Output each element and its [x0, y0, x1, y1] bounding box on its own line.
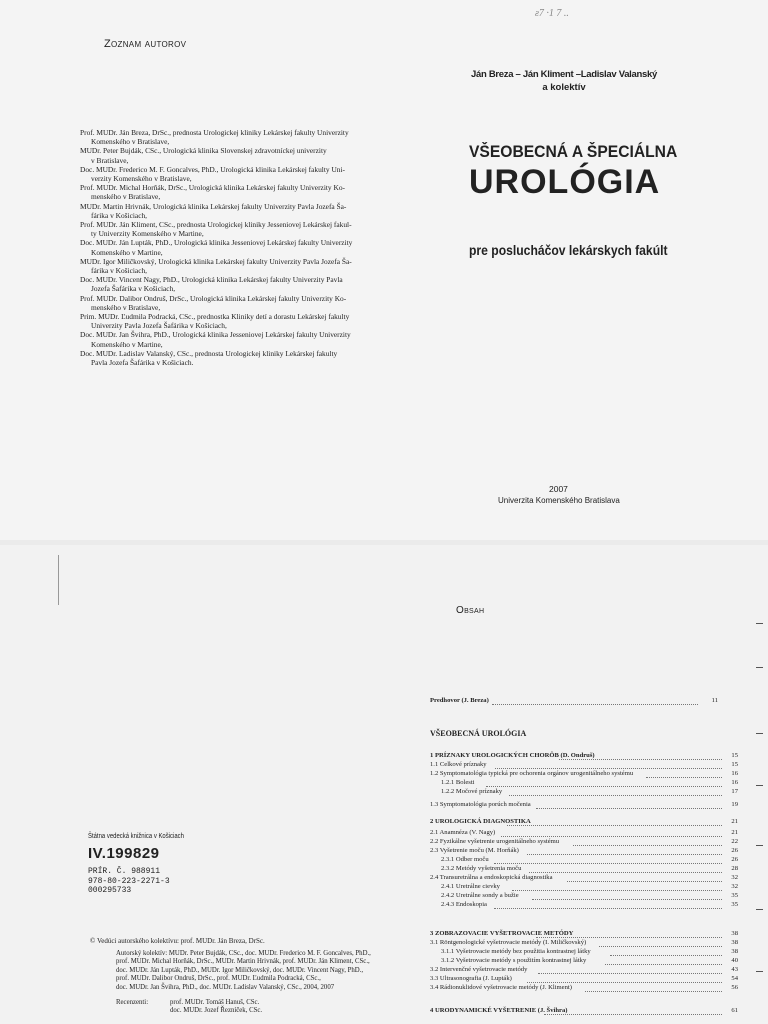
- edge-mark: [756, 909, 763, 910]
- author-entry-line: Doc. MUDr. Ladislav Valanský, CSc., prednosta Urologickej kliniky Lekárskej fakulty: [80, 348, 338, 358]
- toc-entry: 2.4.2 Uretrálne sondy a bužie: [441, 892, 519, 899]
- toc-entry: 1.3 Symptomatológia porúch močenia: [430, 801, 531, 808]
- toc-entry: Predhovor (J. Breza): [430, 697, 489, 704]
- toc-entry: 2 UROLOGICKÁ DIAGNOSTIKA: [430, 818, 531, 825]
- toc-page-number: 32: [731, 874, 738, 881]
- author-entry-line: verzity Komenského v Bratislave,: [91, 174, 192, 184]
- toc-entry: 1.1 Celkové príznaky: [430, 761, 487, 768]
- collective-line: doc. MUDr. Ján Lupták, PhD., MUDr. Igor Miličkovský, doc. MUDr. Vincent Nagy, PhD.,: [116, 966, 364, 974]
- toc-page-number: 17: [731, 788, 738, 795]
- author-entry-line: Komenského v Martine,: [91, 247, 163, 257]
- author-entry-line: fárika v Košiciach,: [91, 210, 148, 220]
- book-authors-line2: a kolektív: [542, 82, 586, 93]
- collective-line: prof. MUDr. Michal Horňák, DrSc., MUDr. Martin Hrivnák, prof. MUDr. Ján Kliment, CSc.,: [116, 958, 370, 966]
- toc-page-number: 38: [731, 939, 738, 946]
- toc-page-number: 38: [731, 948, 738, 955]
- toc-entry: 3.1.1 Vyšetrovacie metódy bez použitia kontrastnej látky: [441, 948, 591, 955]
- collective-line: Autorský kolektív: MUDr. Peter Bujdák, CSc., doc. MUDr. Frederico M. F. Goncalves, PhD.,: [116, 950, 371, 957]
- toc-entry: 1.2 Symptomatológia typická pre ochorenia orgánov urogenitálneho systému: [430, 770, 634, 777]
- book-authors: [469, 68, 659, 94]
- toc-leader: [494, 907, 722, 909]
- catalog-line: 978-80-223-2271-3: [88, 876, 170, 886]
- toc-entry: 2.4.1 Uretrálne cievky: [441, 883, 500, 890]
- toc-entry: 1.2.2 Močové príznaky: [441, 788, 503, 795]
- handwritten-note: ƨ7 ·1 7 ..: [535, 8, 569, 19]
- toc-leader: [532, 898, 722, 900]
- toc-entry: 2.1 Anamnéza (V. Nagy): [430, 829, 496, 836]
- toc-leader: [501, 835, 722, 837]
- toc-entry: 3.1.2 Vyšetrovacie metódy s použitím kontrastnej látky: [441, 957, 587, 964]
- toc-entry: 2.2 Fyzikálne vyšetrenie urogenitálneho systému: [430, 838, 560, 845]
- toc-entry: 4 URODYNAMICKÉ VYŠETRENIE (J. Švihra): [430, 1007, 568, 1014]
- author-entry-line: Doc. MUDr. Ján Lupták, PhD., Urologická klinika Jesseniovej Lekárskej fakulty Univerzity: [80, 238, 353, 248]
- toc-leader: [494, 862, 722, 864]
- author-entry-line: menského v Bratislave,: [91, 302, 161, 312]
- reviewer-name: doc. MUDr. Jozef Řezníček, CSc.: [170, 1007, 263, 1015]
- collective-line: prof. MUDr. Dalibor Ondruš, DrSc., prof. MUDr. Ľudmila Podracká, CSc.,: [116, 975, 321, 983]
- author-entry-line: Doc. MUDr. Jan Švihra, PhD., Urologická klinika Jesseniovej Lekárskej fakulty Univerzity: [80, 330, 351, 340]
- toc-leader: [527, 853, 722, 855]
- toc-entry: 3.2 Intervenčné vyšetrovacie metódy: [430, 966, 528, 973]
- author-entry-line: Pavla Jozefa Šafárika v Košiciach.: [91, 358, 194, 368]
- author-entry-line: Prof. MUDr. Dalibor Ondruš, DrSc., Urologická klinika Lekárskej fakulty Univerzity Ko-: [80, 293, 347, 303]
- edge-mark: [756, 971, 763, 972]
- toc-leader: [486, 785, 722, 787]
- table-of-contents: [0, 545, 768, 1024]
- author-entry-line: Doc. MUDr. Frederico M. F. Goncalves, PhD., Urologická klinika Lekárskej fakulty Uni-: [80, 164, 346, 174]
- toc-entry: 2.3 Vyšetrenie moču (M. Horňák): [430, 847, 519, 854]
- author-entry-line: Prof. MUDr. Ján Kliment, CSc., prednosta Urologickej kliniky Jesseniovej Lekárskej fakul-: [80, 220, 352, 230]
- title-line2: UROLÓGIA: [469, 163, 661, 201]
- author-entry-line: Prim. MUDr. Ľudmila Podracká, CSc., prednostka Kliniky detí a dorastu Lekárskej fakulty: [80, 312, 350, 322]
- edge-mark: [756, 733, 763, 734]
- toc-entry: 2.3.1 Odber moču: [441, 856, 489, 863]
- toc-page-number: 61: [731, 1007, 738, 1014]
- toc-page-number: 32: [731, 883, 738, 890]
- toc-leader: [610, 954, 722, 956]
- toc-leader: [492, 703, 698, 705]
- toc-page-number: 35: [731, 901, 738, 908]
- toc-entry: 3.1 Röntgenologické vyšetrovacie metódy (I. Miličkovský): [430, 939, 587, 946]
- toc-leader: [585, 990, 722, 992]
- toc-leader: [507, 824, 723, 826]
- toc-page-number: 15: [731, 761, 738, 768]
- toc-page-number: 43: [731, 966, 738, 973]
- author-entry-line: Doc. MUDr. Vincent Nagy, PhD., Urologická klinika Lekárskej fakulty Univerzity Pavla: [80, 275, 343, 285]
- toc-leader: [529, 871, 722, 873]
- author-entry-line: MUDr. Peter Bujdák, CSc., Urologická klinika Slovenskej zdravotníckej univerzity: [80, 146, 327, 156]
- author-entry-line: Komenského v Bratislave,: [91, 137, 170, 147]
- toc-leader: [605, 963, 723, 965]
- publisher: Univerzita Komenského Bratislava: [498, 496, 620, 505]
- toc-leader: [536, 807, 723, 809]
- toc-page-number: 16: [731, 779, 738, 786]
- authors-list: [80, 128, 352, 367]
- toc-leader: [544, 1013, 722, 1015]
- toc-page-number: 40: [731, 957, 738, 964]
- toc-page-number: 16: [731, 770, 738, 777]
- toc-entry: 2.4 Transuretrálna a endoskopická diagnostika: [430, 874, 553, 881]
- year: 2007: [549, 484, 568, 494]
- toc-leader: [495, 767, 722, 769]
- toc-leader: [573, 844, 722, 846]
- toc-page-number: 26: [731, 856, 738, 863]
- toc-entry: 3.3 Ultrasonografia (J. Lupták): [430, 975, 512, 982]
- authors-heading: Zoznam autorov: [104, 38, 187, 50]
- book-authors-line: Ján Breza – Ján Kliment –Ladislav Valanský: [471, 69, 657, 80]
- author-entry-line: Jozefa Šafárika v Košiciach,: [91, 284, 176, 294]
- inventory-number: IV.199829: [88, 845, 160, 862]
- edge-mark: [756, 623, 763, 624]
- author-entry-line: menského v Bratislave,: [91, 192, 161, 202]
- author-entry-line: MUDr. Igor Miličkovský, Urologická klinika Lekárskej fakulty Univerzity Pavla Jozefa Ša-: [80, 256, 352, 266]
- toc-leader: [599, 945, 722, 947]
- toc-entry: 3 ZOBRAZOVACIE VYŠETROVACIE METÓDY: [430, 930, 574, 937]
- toc-page-number: 11: [711, 697, 718, 704]
- toc-entry: 2.3.2 Metódy vyšetrenia moču: [441, 865, 522, 872]
- toc-entry: VŠEOBECNÁ UROLÓGIA: [430, 729, 527, 738]
- toc-page-number: 21: [731, 818, 738, 825]
- subtitle: pre poslucháčov lekárskych fakúlt: [469, 243, 668, 258]
- author-entry-line: Prof. MUDr. Ján Breza, DrSc., prednosta Urologickej kliniky Lekárskej fakulty Univerzity: [80, 128, 349, 137]
- toc-entry: 2.4.3 Endoskopia: [441, 901, 487, 908]
- toc-page-number: 38: [731, 930, 738, 937]
- edge-mark: [756, 845, 763, 846]
- catalog-line: PRÍR. Č. 988911: [88, 867, 161, 876]
- toc-page-number: 35: [731, 892, 738, 899]
- title-line1: VŠEOBECNÁ A ŠPECIÁLNA: [469, 142, 678, 161]
- toc-leader: [567, 880, 722, 882]
- edge-mark: [756, 667, 763, 668]
- toc-page-number: 56: [731, 984, 738, 991]
- author-entry-line: Prof. MUDr. Michal Horňák, DrSc., Urologická klinika Lekárskej fakulty Univerzity Ko-: [80, 183, 345, 193]
- toc-leader: [646, 776, 722, 778]
- toc-page-number: 15: [731, 752, 738, 759]
- toc-entry: 3.4 Rádionuklidové vyšetrovacie metódy (J. Kliment): [430, 984, 572, 991]
- toc-leader: [559, 758, 722, 760]
- author-entry-line: Univerzity Pavla Jozefa Šafárika v Košiciach,: [91, 321, 227, 331]
- bottom-page: [0, 545, 768, 1024]
- author-entry-line: MUDr. Martin Hrivnák, Urologická klinika Lekárskej fakulty Univerzity Pavla Jozefa Ša-: [80, 201, 347, 211]
- contents-heading: Obsah: [456, 605, 485, 616]
- copyright: © Vedúci autorského kolektívu: prof. MUDr. Ján Breza, DrSc.: [90, 937, 265, 945]
- toc-leader: [536, 936, 723, 938]
- author-entry-line: ty Univerzity Komenského v Martine,: [91, 229, 204, 239]
- reviewer-name: prof. MUDr. Tomáš Hanuš, CSc.: [170, 999, 260, 1006]
- reviewers-label: Recenzenti:: [116, 999, 149, 1006]
- author-entry-line: Komenského v Martine,: [91, 339, 163, 349]
- toc-page-number: 19: [731, 801, 738, 808]
- toc-page-number: 28: [731, 865, 738, 872]
- toc-page-number: 21: [731, 829, 738, 836]
- catalog-line: 000295733: [88, 886, 132, 895]
- toc-page-number: 22: [731, 838, 738, 845]
- toc-leader: [509, 794, 722, 796]
- author-entry-line: fárika v Košiciach,: [91, 266, 148, 276]
- toc-page-number: 54: [731, 975, 738, 982]
- toc-leader: [538, 972, 722, 974]
- edge-mark: [756, 785, 763, 786]
- toc-page-number: 26: [731, 847, 738, 854]
- toc-entry: 1.2.1 Bolesti: [441, 779, 475, 786]
- toc-leader: [527, 981, 722, 983]
- toc-leader: [512, 889, 722, 891]
- library-stamp: Štátna vedecká knižnica v Košiciach: [88, 833, 184, 840]
- author-entry-line: v Bratislave,: [91, 155, 129, 165]
- toc-entry: 1 PRÍZNAKY UROLOGICKÝCH CHORÔB (D. Ondruš): [430, 752, 595, 759]
- collective-line: doc. MUDr. Jan Švihra, PhD., doc. MUDr. Ladislav Valanský, CSc., 2004, 2007: [116, 983, 335, 991]
